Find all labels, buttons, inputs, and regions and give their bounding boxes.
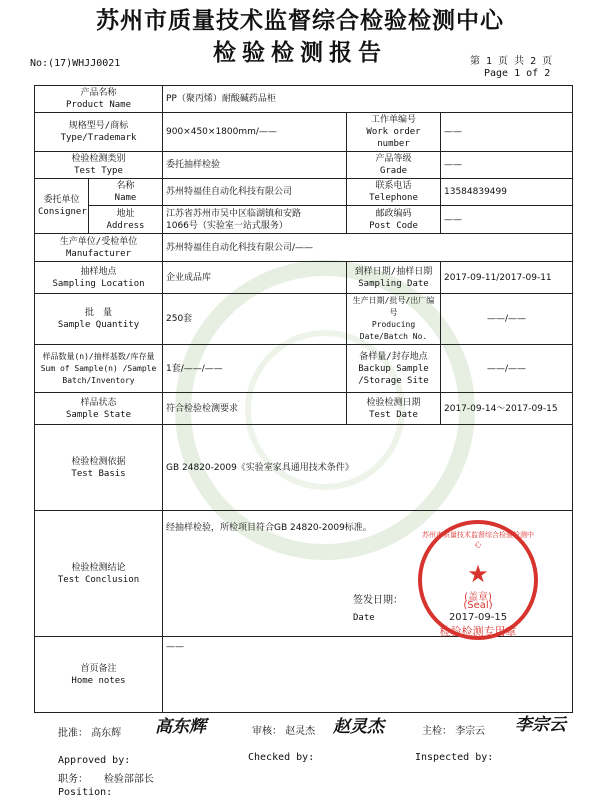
sampling-date-label: 到样日期/抽样日期 Sampling Date	[347, 262, 441, 294]
page-indicator-cn: 第 1 页 共 2 页	[470, 56, 553, 67]
sample-quantity-label: 批 量 Sample Quantity	[35, 294, 163, 345]
sum-value: 1套/——/——	[163, 345, 347, 393]
grade-value: ——	[441, 152, 573, 179]
test-type-label: 检验检测类别 Test Type	[35, 152, 163, 179]
manufacturer-label: 生产单位/受检单位 Manufacturer	[35, 234, 163, 262]
sampling-location-label: 抽样地点 Sampling Location	[35, 262, 163, 294]
sampling-date-value: 2017-09-11/2017-09-11	[441, 262, 573, 294]
position-cn: 职务： 检验部部长	[58, 774, 154, 785]
sampling-location-value: 企业成品库	[163, 262, 347, 294]
manufacturer-value: 苏州特福佳自动化科技有限公司/——	[163, 234, 573, 262]
sample-quantity-value: 250套	[163, 294, 347, 345]
type-value: 900×450×1800mm/——	[163, 113, 347, 152]
conclusion-label: 检验检测结论 Test Conclusion	[35, 511, 163, 637]
address-value: 江苏省苏州市吴中区临湖镇和安路 1066号（实验室一站式服务）	[163, 206, 347, 234]
table-row	[35, 345, 573, 393]
type-label: 规格型号/商标 Type/Trademark	[35, 113, 163, 152]
position-en: Position:	[58, 787, 113, 798]
sample-state-label: 样品状态 Sample State	[35, 393, 163, 425]
inspected-signature: 李宗云	[515, 715, 566, 735]
approved-signature: 高东辉	[155, 717, 206, 737]
table-row	[35, 86, 573, 113]
address-label: 地址 Address	[89, 206, 163, 234]
table-row	[35, 637, 573, 713]
inspected-by-en: Inspected by:	[415, 752, 494, 763]
conclusion-value: 经抽样检验，所检项目符合GB 24820-2009标准。	[166, 523, 372, 533]
product-name-label: 产品名称 Product Name	[35, 86, 163, 113]
page-indicator-en: Page 1 of 2	[484, 68, 551, 79]
table-row	[35, 179, 573, 206]
telephone-label: 联系电话 Telephone	[347, 179, 441, 206]
sum-label: 样品数量(n)/抽样基数/库存量 Sum of Sample(n) /Sample Batch/Inventory	[35, 345, 163, 393]
test-date-value: 2017-09-14～2017-09-15	[441, 393, 573, 425]
table-row	[35, 393, 573, 425]
test-basis-label: 检验检测依据 Test Basis	[35, 425, 163, 511]
seal-star-icon: ★	[467, 560, 489, 588]
producing-label: 生产日期/批号/出厂编号 Producing Date/Batch No.	[347, 294, 441, 345]
home-notes-label: 首页备注 Home notes	[35, 637, 163, 713]
table-row	[35, 206, 573, 234]
sample-state-value: 符合检验检测要求	[163, 393, 347, 425]
table-row	[35, 152, 573, 179]
consigner-name-label: 名称 Name	[89, 179, 163, 206]
approved-by-cn: 批准： 高东辉	[58, 728, 122, 739]
consigner-label: 委托单位 Consigner	[35, 179, 89, 234]
table-row	[35, 425, 573, 511]
backup-value: ——/——	[441, 345, 573, 393]
approved-by-en: Approved by:	[58, 755, 131, 766]
checked-by-en: Checked by:	[248, 752, 315, 763]
official-seal	[418, 520, 538, 640]
report-number: No:(17)WHJJ0021	[30, 58, 121, 69]
producing-value: ——/——	[441, 294, 573, 345]
work-order-label: 工作单编号 Work order number	[347, 113, 441, 152]
checked-by-cn: 审核： 赵灵杰	[252, 726, 316, 737]
table-row	[35, 234, 573, 262]
seal-label-en: (Seal)	[463, 600, 493, 611]
grade-label: 产品等级 Grade	[347, 152, 441, 179]
seal-date: 2017-09-15	[448, 612, 508, 623]
table-row	[35, 113, 573, 152]
table-row	[35, 294, 573, 345]
postcode-value: ——	[441, 206, 573, 234]
work-order-value: ——	[441, 113, 573, 152]
inspected-by-cn: 主检： 李宗云	[422, 726, 486, 737]
table-row	[35, 262, 573, 294]
product-name-value: PP（聚丙烯）耐酸碱药品柜	[163, 86, 573, 113]
page-title: 苏州市质量技术监督综合检验检测中心	[96, 7, 504, 34]
test-type-value: 委托抽样检验	[163, 152, 347, 179]
home-notes-value: ——	[163, 637, 573, 713]
issue-date-label-cn: 签发日期：	[353, 595, 403, 606]
test-basis-value: GB 24820-2009《实验室家具通用技术条件》	[163, 425, 573, 511]
seal-bottom-text: 检验检测专用章	[439, 625, 517, 638]
seal-ring-text: 苏州市质量技术监督综合检验检测中心	[422, 531, 534, 549]
page-subtitle: 检验检测报告	[213, 39, 387, 66]
checked-signature: 赵灵杰	[333, 717, 384, 737]
test-date-label: 检验检测日期 Test Date	[347, 393, 441, 425]
seal-label-cn: (盖章)	[464, 592, 492, 603]
backup-label: 备样量/封存地点 Backup Sample /Storage Site	[347, 345, 441, 393]
issue-date-label-en: Date	[353, 613, 375, 623]
postcode-label: 邮政编码 Post Code	[347, 206, 441, 234]
telephone-value: 13584839499	[441, 179, 573, 206]
consigner-name-value: 苏州特福佳自动化科技有限公司	[163, 179, 347, 206]
